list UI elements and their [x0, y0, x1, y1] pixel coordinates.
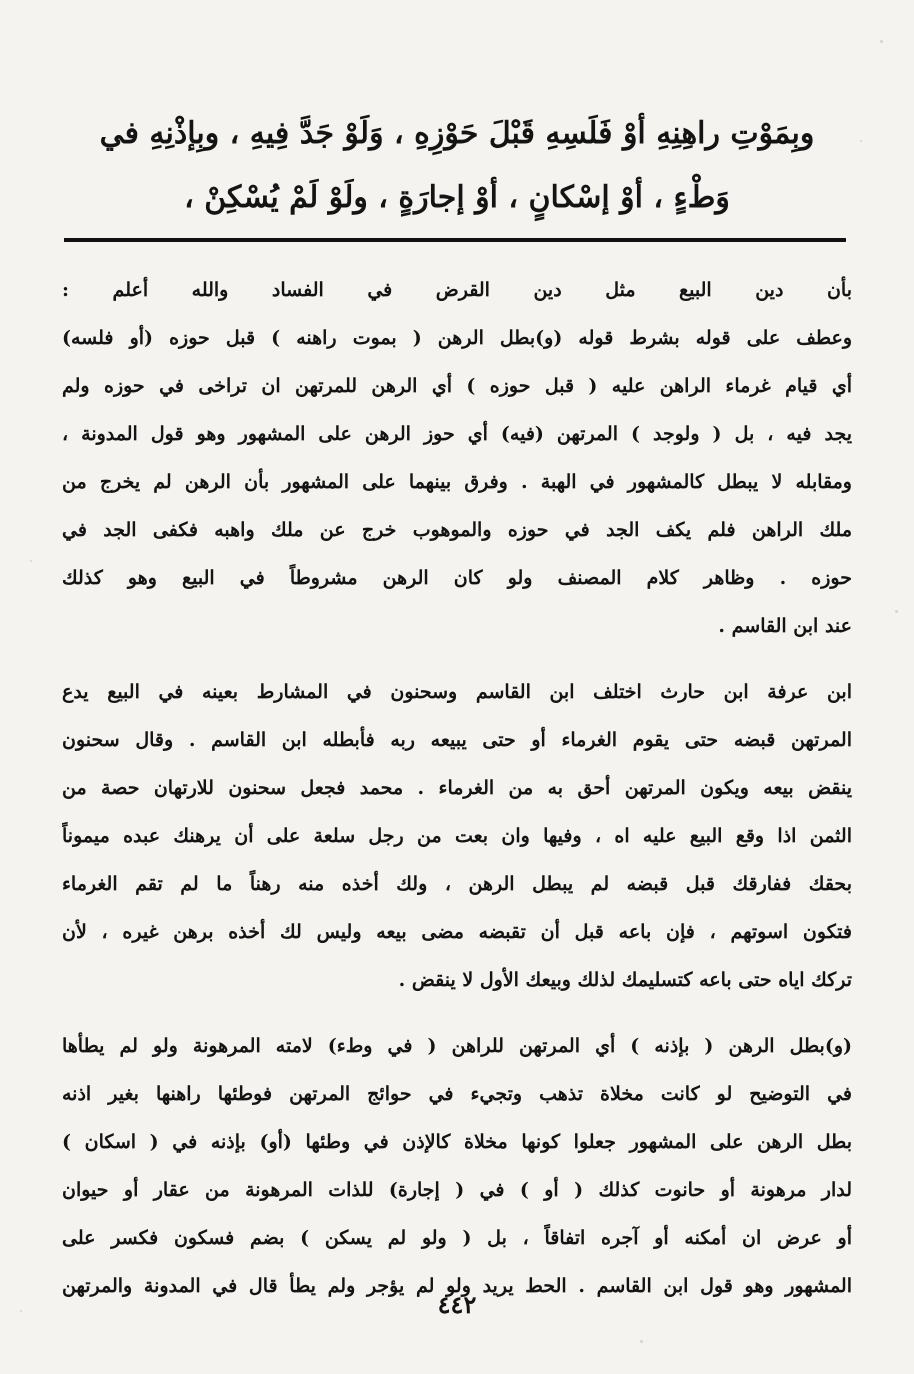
scan-speck [20, 1310, 22, 1312]
text-line: (و)بطل الرهن ( بإذنه ) أي المرتهن للراهن ( في وطء) لامته المرهونة ولو لم يطأها [62, 1035, 852, 1057]
matn-line: وبِمَوْتِ راهِنِهِ أوْ فَلَسِهِ قَبْلَ حَوْزِهِ ، وَلَوْ جَدَّ فِيهِ ، وبِإذْنِهِ في [99, 116, 815, 151]
scan-speck [640, 1340, 643, 1343]
separator-rule [64, 238, 846, 242]
sharh-commentary [62, 266, 852, 1310]
matn-line: وَطْءٍ ، أوْ إسْكانٍ ، أوْ إجارَةٍ ، ولَوْ لَمْ يُسْكِنْ ، [184, 180, 730, 215]
scan-speck [880, 40, 883, 43]
text-line: بحقك ففارقك قبل قبضه لم يبطل الرهن ، ولك أخذه منه رهناً ما لم تقم الغرماء [62, 873, 852, 895]
text-line: عند ابن القاسم . [718, 615, 852, 637]
scan-speck [30, 560, 32, 562]
paragraph [62, 1022, 852, 1310]
text-line: الثمن اذا وقع البيع عليه اه ، وفيها وان بعت من رجل سلعة على أن يرهنك عبده ميموناً [62, 825, 852, 847]
text-line: ملك الراهن فلم يكف الجد في حوزه والموهوب خرج عن ملك واهبه فكفى الجد في [62, 519, 852, 541]
text-line: يجد فيه ، بل ( ولوجد ) المرتهن (فيه) أي حوز الرهن على المشهور وهو قول المدونة ، [62, 423, 852, 445]
matn-text [70, 102, 844, 230]
scan-speck [895, 610, 898, 613]
text-line: فتكون اسوتهم ، فإن باعه قبل أن تقبضه مضى بيعه وليس لك أخذه برهن غيره ، لأن [62, 921, 852, 943]
text-line: أي قيام غرماء الراهن عليه ( قبل حوزه ) أي الرهن للمرتهن ان تراخى في حوزه ولم [62, 375, 852, 397]
scan-speck [860, 140, 862, 142]
page-number: ٤٤٢ [437, 1290, 477, 1319]
text-line: ومقابله لا يبطل كالمشهور في الهبة . وفرق بينهما على المشهور بأن الرهن لم يخرج من [62, 471, 852, 493]
paragraph [62, 266, 852, 650]
text-line: المشهور وهو قول ابن القاسم . الحط يريد ولو لم يؤجر ولم يطأ قال في المدونة والمرتهن [62, 1275, 852, 1297]
paragraph [62, 668, 852, 1004]
text-line: حوزه . وظاهر كلام المصنف ولو كان الرهن مشروطاً في البيع وهو كذلك [62, 567, 852, 589]
text-line: المرتهن قبضه حتى يقوم الغرماء أو حتى يبيعه ربه فأبطله ابن القاسم . وقال سحنون [62, 729, 852, 751]
text-line: لدار مرهونة أو حانوت كذلك ( أو ) في ( إجارة) للذات المرهونة من عقار أو حيوان [62, 1179, 852, 1201]
text-line: ينقض بيعه ويكون المرتهن أحق به من الغرماء . محمد فجعل سحنون للارتهان حصة من [62, 777, 852, 799]
text-line: أو عرض ان أمكنه أو آجره اتفاقاً ، بل ( ولو لم يسكن ) بضم فسكون فكسر على [62, 1227, 852, 1249]
text-line: وعطف على قوله بشرط قوله (و)بطل الرهن ( بموت راهنه ) قبل حوزه (أو فلسه) [62, 327, 852, 349]
text-line: بأن دين البيع مثل دين القرض في الفساد والله أعلم : [62, 279, 852, 301]
text-line: في التوضيح لو كانت مخلاة تذهب وتجيء في حوائج المرتهن فوطئها راهنها بغير اذنه [62, 1083, 852, 1105]
text-line: ابن عرفة ابن حارث اختلف ابن القاسم وسحنون في المشارط بعينه في البيع يدع [62, 681, 852, 703]
text-line: بطل الرهن على المشهور جعلوا كونها مخلاة كالإذن في وطئها (أو) بإذنه في ( اسكان ) [62, 1131, 852, 1153]
text-line: تركك اياه حتى باعه كتسليمك لذلك وبيعك الأول لا ينقض . [398, 969, 852, 991]
